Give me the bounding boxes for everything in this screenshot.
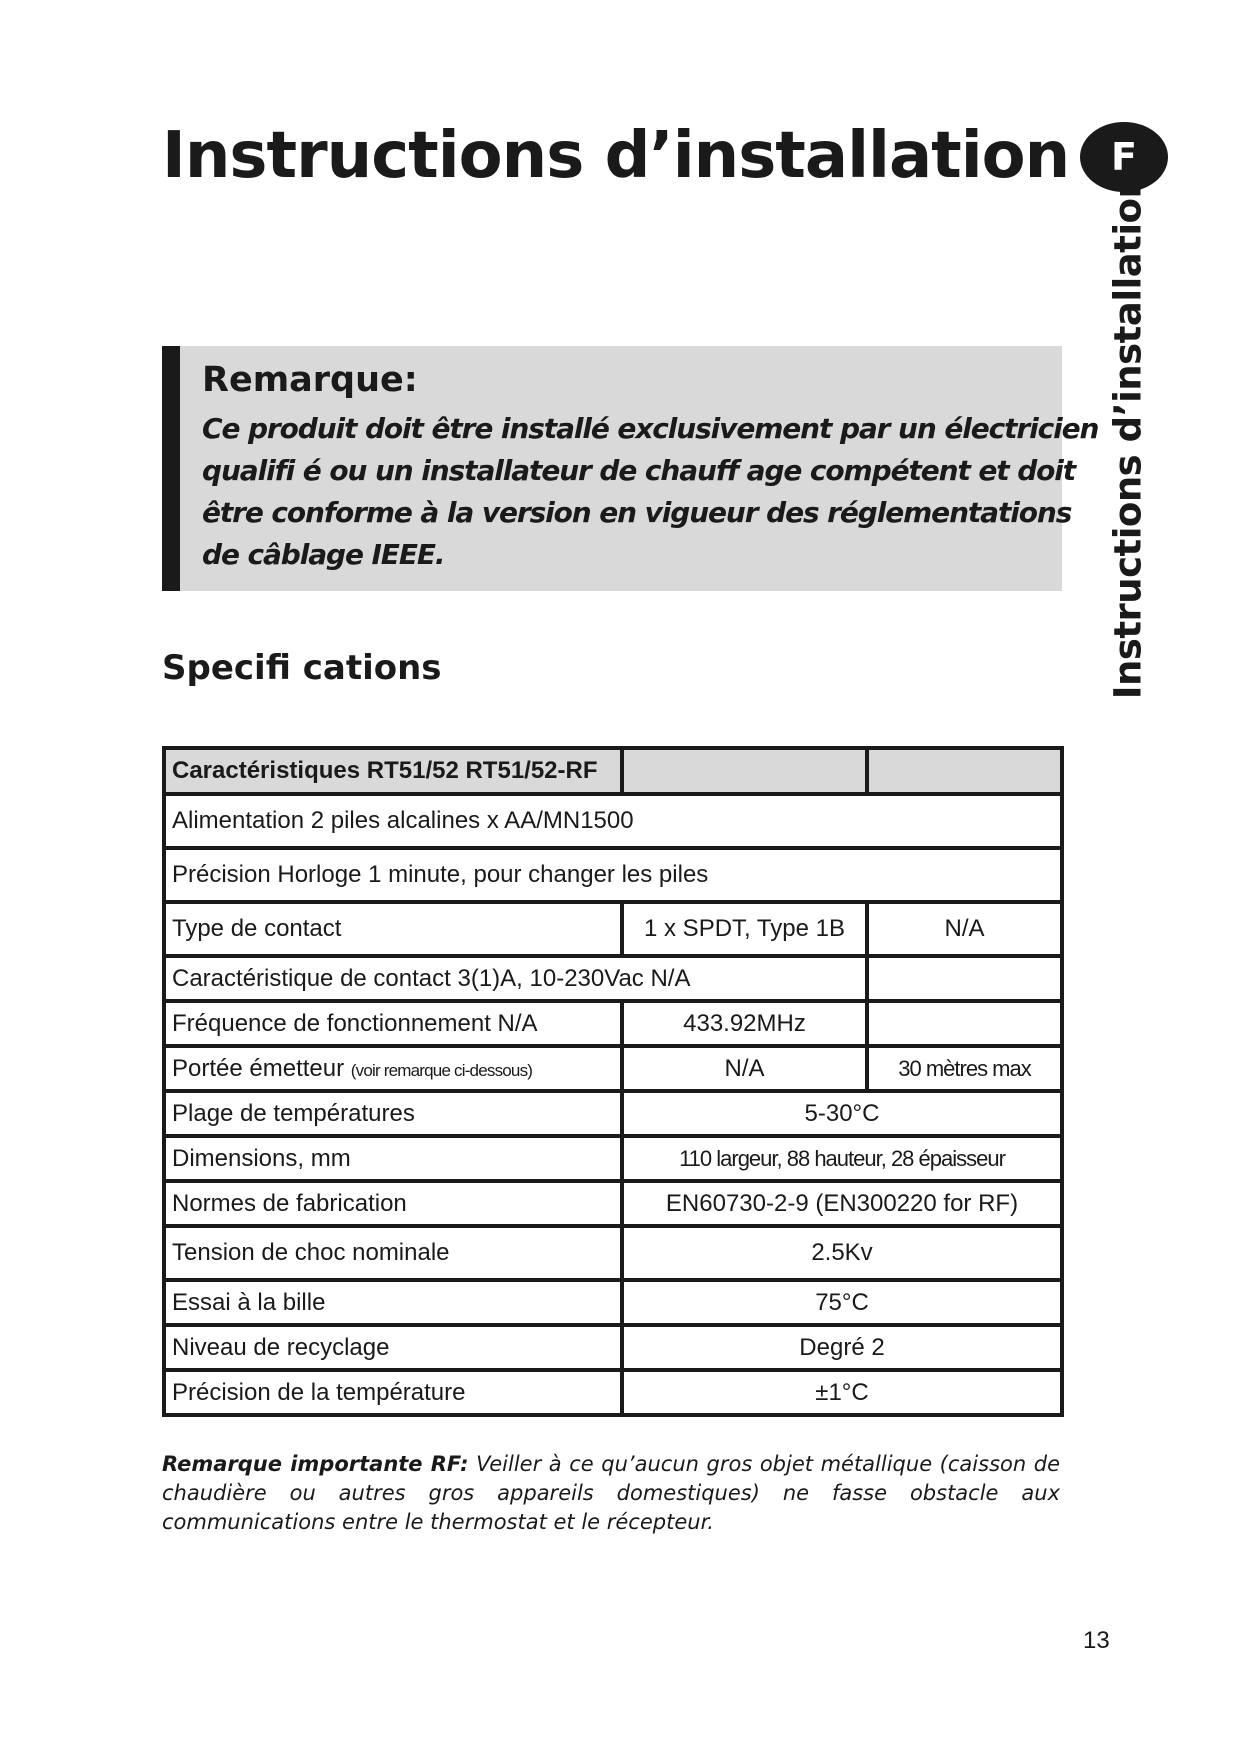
spec-label: Portée émetteur — [172, 1054, 345, 1082]
language-badge: F — [1080, 122, 1168, 192]
page-title: Instructions d’installation — [162, 119, 1070, 193]
spec-label-note: (voir remarque ci-dessous) — [350, 1060, 533, 1080]
table-row — [164, 1136, 1062, 1181]
spec-value: 30 mètres max — [867, 1046, 1062, 1091]
spec-value: 433.92MHz — [622, 1001, 867, 1046]
spec-label: Niveau de recyclage — [164, 1325, 622, 1370]
table-row — [164, 1046, 1062, 1091]
spec-value: 1 x SPDT, Type 1B — [622, 902, 867, 956]
spec-label-cell — [164, 1046, 622, 1091]
table-row — [164, 1181, 1062, 1226]
spec-value — [867, 956, 1062, 1001]
side-section-title: Instructions d’installation — [1106, 172, 1150, 700]
table-header-label: Caractéristiques RT51/52 RT51/52-RF — [164, 748, 622, 794]
spec-label: Plage de températures — [164, 1091, 622, 1136]
specifications-heading: Specifi cations — [162, 648, 442, 688]
spec-label: Précision Horloge 1 minute, pour changer les piles — [164, 848, 1062, 902]
table-row — [164, 1280, 1062, 1325]
installation-note-box — [162, 346, 1099, 591]
note-heading: Remarque: — [202, 360, 418, 400]
spec-label: Fréquence de fonctionnement N/A — [164, 1001, 622, 1046]
table-row — [164, 1001, 1062, 1046]
table-row — [164, 902, 1062, 956]
table-header-row — [164, 748, 1062, 794]
table-row — [164, 956, 1062, 1001]
spec-value: 5-30°C — [622, 1091, 1062, 1136]
spec-label: Type de contact — [164, 902, 622, 956]
rf-note — [162, 1450, 1060, 1537]
spec-value: 110 largeur, 88 hauteur, 28 épaisseur — [622, 1136, 1062, 1181]
spec-value — [867, 1001, 1062, 1046]
spec-label: Normes de fabrication — [164, 1181, 622, 1226]
table-row — [164, 1226, 1062, 1280]
spec-value: N/A — [867, 902, 1062, 956]
specifications-table — [162, 746, 1064, 1417]
spec-label: Essai à la bille — [164, 1280, 622, 1325]
table-row — [164, 1370, 1062, 1415]
spec-label: Caractéristique de contact 3(1)A, 10-230Vac N/A — [164, 956, 867, 1001]
table-row — [164, 848, 1062, 902]
table-row — [164, 1325, 1062, 1370]
table-header-cell — [622, 748, 867, 794]
spec-value: 75°C — [622, 1280, 1062, 1325]
spec-label: Précision de la température — [164, 1370, 622, 1415]
rf-note-text: Veiller à ce qu’aucun gros objet métallique (caisson de chaudière ou autres gros appareils domestiques) ne fasse obstacle aux communications entre le thermostat et le récepteur. — [162, 1452, 1060, 1534]
spec-label: Alimentation 2 piles alcalines x AA/MN1500 — [164, 794, 1062, 848]
spec-value: 2.5Kv — [622, 1226, 1062, 1280]
page-number: 13 — [1083, 1627, 1110, 1654]
note-text: Ce produit doit être installé exclusivement par un électricien qualifi é ou un installateur de chauff age compétent et doit être conforme à la version en vigueur des réglementations de câblage IEEE. — [202, 412, 1099, 571]
table-row — [164, 1091, 1062, 1136]
spec-label: Tension de choc nominale — [164, 1226, 622, 1280]
rf-note-lead: Remarque importante RF: — [162, 1452, 469, 1476]
spec-value: ±1°C — [622, 1370, 1062, 1415]
spec-label: Dimensions, mm — [164, 1136, 622, 1181]
table-row — [164, 794, 1062, 848]
spec-value: Degré 2 — [622, 1325, 1062, 1370]
spec-value: N/A — [622, 1046, 867, 1091]
spec-value: EN60730-2-9 (EN300220 for RF) — [622, 1181, 1062, 1226]
table-header-cell — [867, 748, 1062, 794]
